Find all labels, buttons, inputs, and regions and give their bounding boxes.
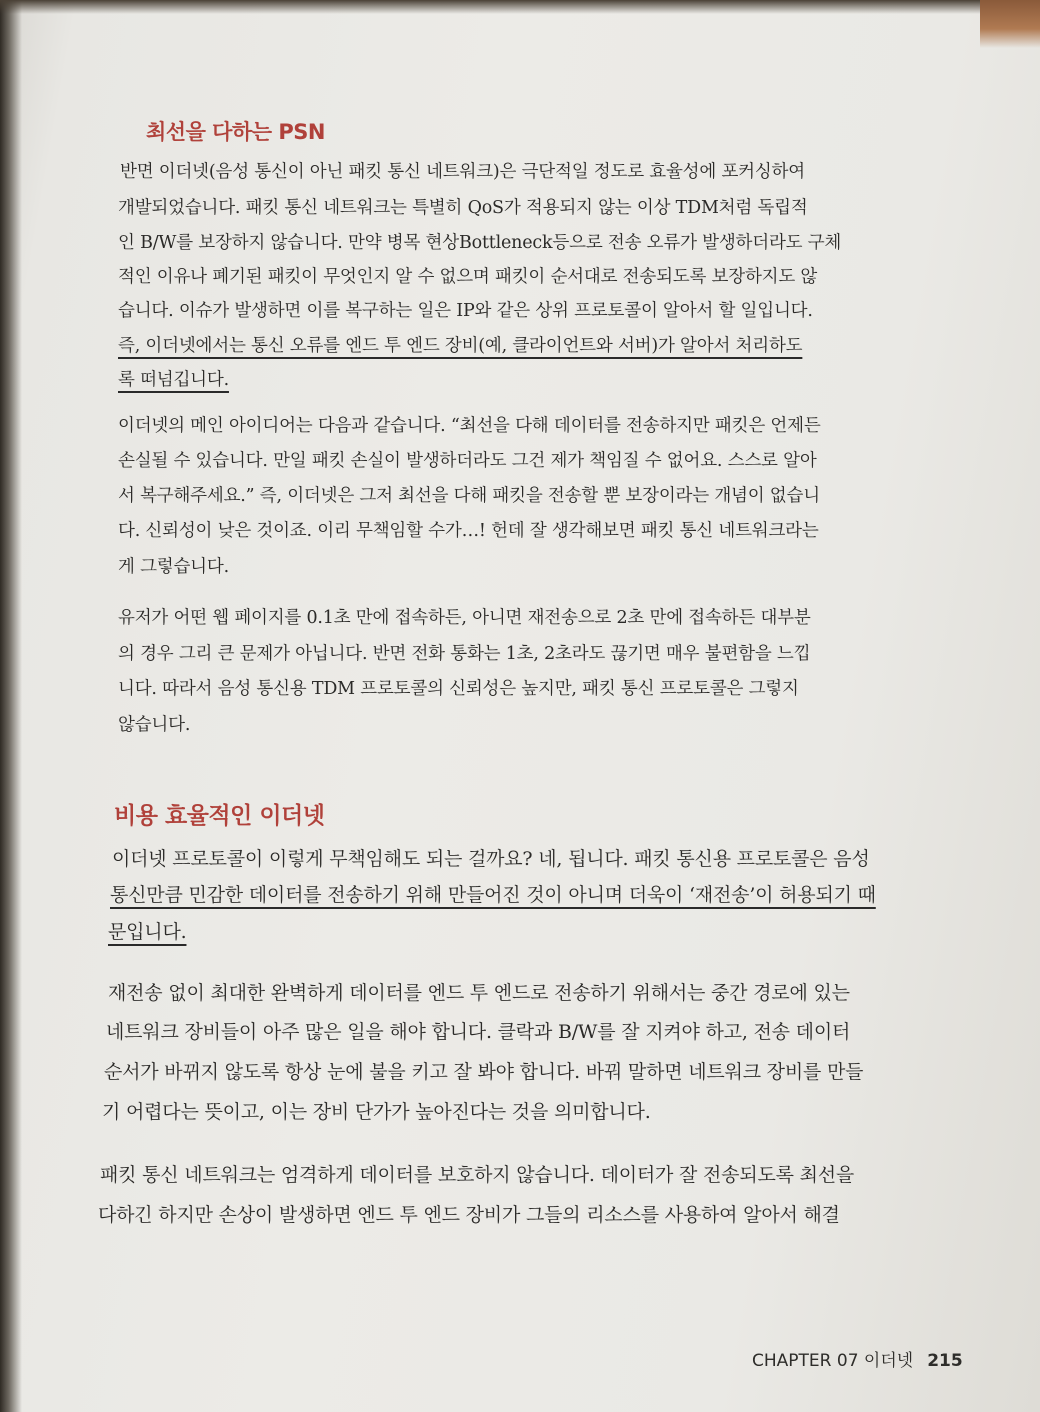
- text-line-underlined: 문입니다.: [108, 921, 187, 943]
- text-line: 않습니다.: [118, 715, 191, 735]
- section-heading-psn: 최선을 다하는 PSN: [146, 120, 325, 144]
- text-line-underlined: 통신만큼 민감한 데이터를 전송하기 위해 만들어진 것이 아니며 더욱이 ‘재전송’이 허용되기 때: [110, 884, 876, 906]
- text-line: 적인 이유나 폐기된 패킷이 무엇인지 알 수 없으며 패킷이 순서대로 전송되도록 보장하지도 않: [118, 267, 818, 287]
- text-line: 다하긴 하지만 손상이 발생하면 엔드 투 엔드 장비가 그들의 리소스를 사용하여 알아서 해결: [98, 1204, 840, 1226]
- text-line: 손실될 수 있습니다. 만일 패킷 손실이 발생하더라도 그건 제가 책임질 수 없어요. 스스로 알아: [118, 451, 817, 471]
- text-line: 패킷 통신 네트워크는 엄격하게 데이터를 보호하지 않습니다. 데이터가 잘 전송되도록 최선을: [100, 1164, 855, 1186]
- text-line: 인 B/W를 보장하지 않습니다. 만약 병목 현상Bottleneck등으로 전송 오류가 발생하더라도 구체: [118, 233, 842, 253]
- text-line-underlined: 록 떠넘깁니다.: [118, 370, 229, 390]
- text-line: 서 복구해주세요.” 즉, 이더넷은 그저 최선을 다해 패킷을 전송할 뿐 보장이라는 개념이 없습니: [118, 486, 820, 506]
- text-line: 순서가 바뀌지 않도록 항상 눈에 불을 키고 잘 봐야 합니다. 바꿔 말하면 네트워크 장비를 만들: [104, 1061, 864, 1083]
- text-line: 습니다. 이슈가 발생하면 이를 복구하는 일은 IP와 같은 상위 프로토콜이 알아서 할 일입니다.: [118, 301, 813, 321]
- text-line: 니다. 따라서 음성 통신용 TDM 프로토콜의 신뢰성은 높지만, 패킷 통신 프로토콜은 그렇지: [118, 679, 799, 699]
- text-line-underlined: 즉, 이더넷에서는 통신 오류를 엔드 투 엔드 장비(예, 클라이언트와 서버)가 알아서 처리하도: [118, 336, 803, 356]
- text-line: 의 경우 그리 큰 문제가 아닙니다. 반면 전화 통화는 1초, 2초라도 끊기면 매우 불편함을 느낍: [118, 644, 811, 664]
- text-line: 게 그렇습니다.: [118, 557, 229, 577]
- text-line: 네트워크 장비들이 아주 많은 일을 해야 합니다. 클락과 B/W를 잘 지켜야 하고, 전송 데이터: [106, 1021, 851, 1043]
- text-line: 이더넷의 메인 아이디어는 다음과 같습니다. “최선을 다해 데이터를 전송하지만 패킷은 언제든: [118, 416, 821, 436]
- text-line: 재전송 없이 최대한 완벽하게 데이터를 엔드 투 엔드로 전송하기 위해서는 중간 경로에 있는: [108, 982, 850, 1004]
- text-line: 이더넷 프로토콜이 이렇게 무책임해도 되는 걸까요? 네, 됩니다. 패킷 통신용 프로토콜은 음성: [112, 848, 870, 870]
- text-line: 개발되었습니다. 패킷 통신 네트워크는 특별히 QoS가 적용되지 않는 이상 TDM처럼 독립적: [118, 198, 808, 218]
- text-line: 유저가 어떤 웹 페이지를 0.1초 만에 접속하든, 아니면 재전송으로 2초 만에 접속하든 대부분: [118, 608, 811, 628]
- chapter-label: CHAPTER 07 이더넷: [752, 1351, 914, 1371]
- text-line: 기 어렵다는 뜻이고, 이는 장비 단가가 높아진다는 것을 의미합니다.: [102, 1101, 651, 1123]
- page-number: 215: [927, 1351, 963, 1371]
- text-line: 반면 이더넷(음성 통신이 아닌 패킷 통신 네트워크)은 극단적일 정도로 효율성에 포커싱하여: [120, 162, 805, 182]
- text-line: 다. 신뢰성이 낮은 것이죠. 이리 무책임할 수가…! 헌데 잘 생각해보면 패킷 통신 네트워크라는: [118, 521, 819, 541]
- page-footer: [752, 1346, 963, 1371]
- section-heading-cost-efficient: 비용 효율적인 이더넷: [114, 803, 325, 829]
